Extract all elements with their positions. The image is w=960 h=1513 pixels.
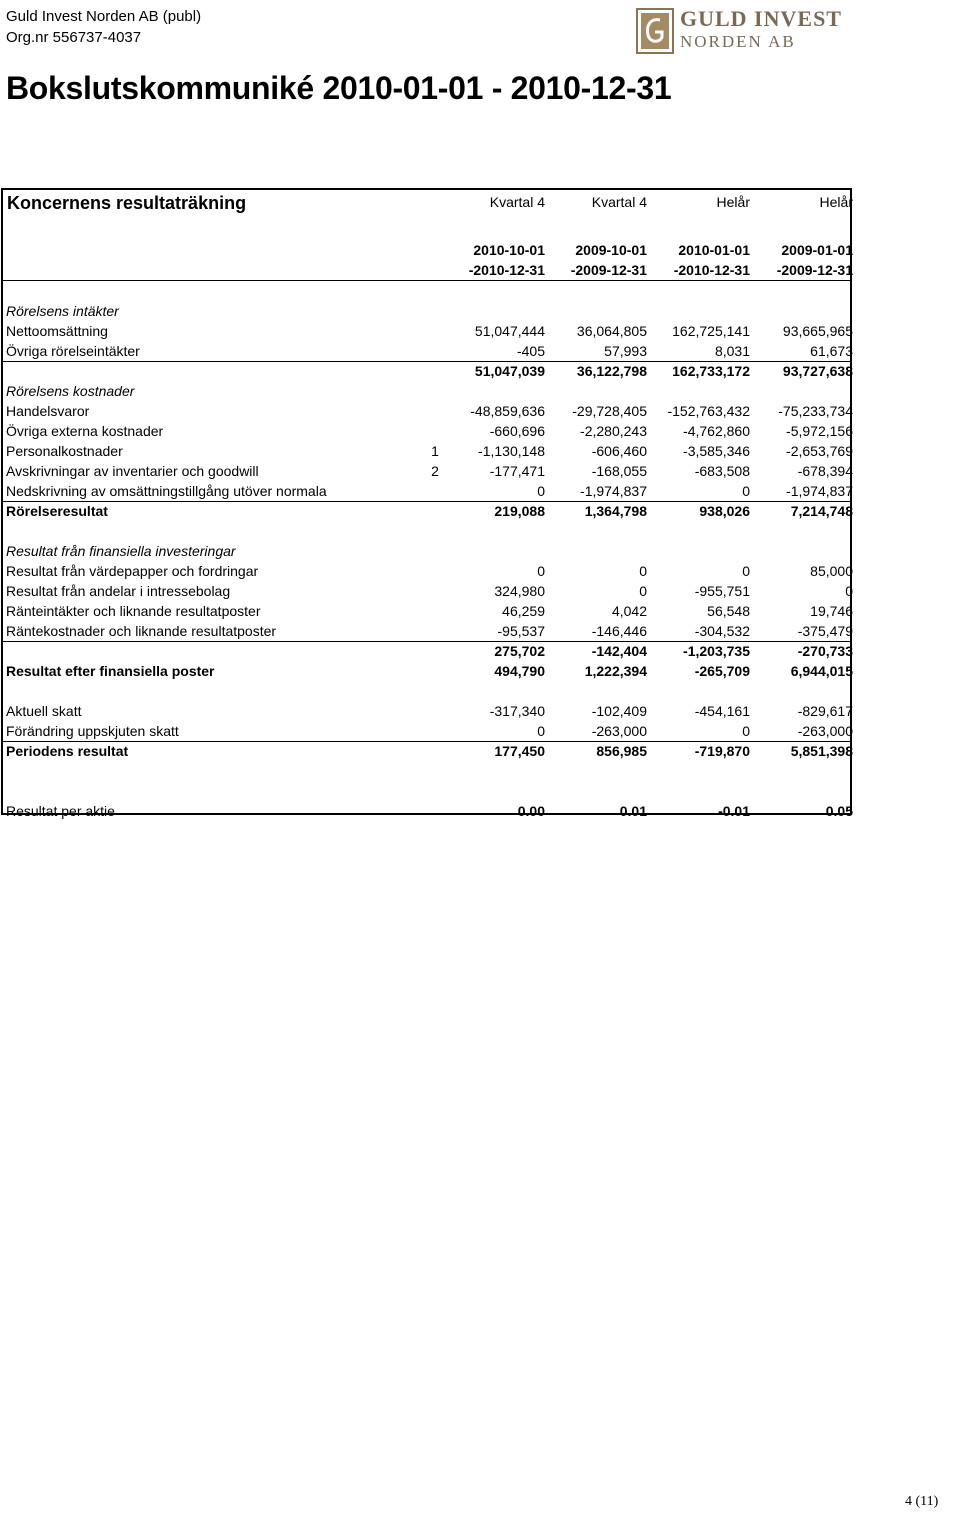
row-value: -678,394 — [797, 463, 853, 479]
col-to-q4-2010: -2010-12-31 — [468, 262, 545, 278]
table-row — [3, 481, 853, 501]
table-row — [3, 321, 853, 341]
row-value: 162,733,172 — [672, 363, 750, 379]
table-row — [3, 781, 850, 801]
row-value: -1,203,735 — [683, 643, 750, 659]
row-value: 56,548 — [707, 603, 750, 619]
row-value: 0.05 — [825, 803, 853, 819]
row-value: 61,673 — [810, 343, 853, 359]
row-label: Övriga rörelseintäkter — [6, 343, 140, 359]
row-value: -606,460 — [591, 443, 647, 459]
row-value: 0 — [845, 583, 853, 599]
row-value: -2,280,243 — [580, 423, 647, 439]
row-value: -955,751 — [694, 583, 750, 599]
row-value: 0 — [639, 583, 647, 599]
company-info — [6, 6, 201, 48]
row-value: -304,532 — [694, 623, 750, 639]
row-value: 6,944,015 — [790, 663, 853, 679]
row-value: 324,980 — [494, 583, 545, 599]
table-row — [3, 741, 853, 761]
row-value: -1,974,837 — [580, 483, 647, 499]
row-value: 85,000 — [810, 563, 853, 579]
table-row — [3, 701, 853, 721]
row-value: 0.00 — [517, 803, 545, 819]
row-value: -317,340 — [489, 703, 545, 719]
row-label: Rörelsens kostnader — [6, 383, 135, 399]
row-value: 93,727,638 — [782, 363, 853, 379]
row-value: -270,733 — [797, 643, 853, 659]
row-value: -48,859,636 — [470, 403, 545, 419]
row-note: 1 — [431, 443, 439, 459]
table-row — [3, 501, 853, 521]
table-row — [3, 541, 850, 561]
row-value: 0 — [537, 723, 545, 739]
row-value: -660,696 — [489, 423, 545, 439]
col-period-q4-2009: Kvartal 4 — [591, 194, 647, 210]
row-value: -0.01 — [718, 803, 750, 819]
row-value: 856,985 — [596, 743, 647, 759]
row-label: Personalkostnader — [6, 443, 123, 459]
table-row — [3, 721, 853, 741]
row-value: -146,446 — [591, 623, 647, 639]
company-name: Guld Invest Norden AB (publ) — [6, 8, 202, 25]
row-value: -95,537 — [497, 623, 545, 639]
row-value: -375,479 — [797, 623, 853, 639]
col-to-fy-2009: -2009-12-31 — [776, 262, 853, 278]
row-value: -29,728,405 — [572, 403, 647, 419]
row-value: 46,259 — [502, 603, 545, 619]
col-to-fy-2010: -2010-12-31 — [673, 262, 750, 278]
table-row — [3, 581, 853, 601]
row-note: 2 — [431, 463, 439, 479]
col-from-fy-2009: 2009-01-01 — [781, 242, 853, 258]
table-row — [3, 681, 850, 701]
row-value: 0 — [742, 723, 750, 739]
page-number: 4 (11) — [905, 1494, 939, 1509]
logo-line2: NORDEN AB — [680, 32, 796, 51]
row-value: 0 — [742, 563, 750, 579]
table-row — [3, 421, 853, 441]
row-value: 4,042 — [611, 603, 647, 619]
header-divider — [3, 280, 850, 281]
row-value: 177,450 — [494, 743, 545, 759]
row-value: -4,762,860 — [683, 423, 750, 439]
col-period-q4-2010: Kvartal 4 — [489, 194, 545, 210]
col-from-fy-2010: 2010-01-01 — [678, 242, 750, 258]
row-label: Ränteintäkter och liknande resultatposter — [6, 603, 261, 619]
table-row — [3, 801, 853, 821]
row-value: 8,031 — [714, 343, 750, 359]
col-from-q4-2010: 2010-10-01 — [473, 242, 545, 258]
row-value: 57,993 — [604, 343, 647, 359]
row-label: Resultat från värdepapper och fordringar — [6, 563, 259, 579]
row-value: 219,088 — [494, 503, 545, 519]
table-row — [3, 361, 853, 381]
table-row — [3, 761, 850, 781]
row-value: -102,409 — [591, 703, 647, 719]
table-row — [3, 661, 853, 681]
row-label: Aktuell skatt — [6, 703, 82, 719]
row-value: 0 — [639, 563, 647, 579]
row-value: 275,702 — [494, 643, 545, 659]
row-value: 36,122,798 — [576, 363, 647, 379]
table-row — [3, 561, 853, 581]
table-row — [3, 461, 853, 481]
row-value: -5,972,156 — [786, 423, 853, 439]
statement-title: Koncernens resultaträkning — [7, 193, 247, 213]
row-value: -75,233,734 — [778, 403, 853, 419]
table-row — [3, 621, 853, 641]
income-statement — [1, 188, 853, 819]
row-value: 1,364,798 — [584, 503, 647, 519]
row-label: Förändring uppskjuten skatt — [6, 723, 179, 739]
row-label: Periodens resultat — [6, 743, 129, 759]
row-label: Rörelseresultat — [6, 503, 108, 519]
row-label: Resultat från andelar i intressebolag — [6, 583, 231, 599]
row-value: -263,000 — [591, 723, 647, 739]
row-value: -3,585,346 — [683, 443, 750, 459]
row-label: Rörelsens intäkter — [6, 303, 119, 319]
row-value: 7,214,748 — [790, 503, 853, 519]
row-value: 938,026 — [699, 503, 750, 519]
row-value: -1,974,837 — [786, 483, 853, 499]
row-value: -265,709 — [694, 663, 750, 679]
table-row — [3, 521, 850, 541]
row-value: 162,725,141 — [672, 323, 750, 339]
row-value: -719,870 — [694, 743, 750, 759]
table-row — [3, 641, 853, 661]
row-label: Avskrivningar av inventarier och goodwill — [6, 463, 259, 479]
row-value: 19,746 — [810, 603, 853, 619]
company-logo — [636, 6, 854, 56]
document-title: Bokslutskommuniké 2010-01-01 - 2010-12-31 — [6, 70, 672, 106]
row-value: 0 — [742, 483, 750, 499]
row-value: -454,161 — [694, 703, 750, 719]
table-row — [3, 601, 853, 621]
row-value: 0.01 — [619, 803, 647, 819]
row-value: 5,851,398 — [790, 743, 853, 759]
row-value: 51,047,444 — [474, 323, 545, 339]
row-value: 1,222,394 — [584, 663, 647, 679]
row-label: Nettoomsättning — [6, 323, 108, 339]
row-value: -1,130,148 — [478, 443, 545, 459]
row-value: 93,665,965 — [782, 323, 853, 339]
row-label: Handelsvaror — [6, 403, 90, 419]
row-label: Övriga externa kostnader — [6, 423, 164, 439]
row-value: 36,064,805 — [576, 323, 647, 339]
table-row — [3, 441, 853, 461]
logo-mark-icon — [636, 8, 674, 54]
col-period-fy-2009: Helår — [819, 194, 853, 210]
table-row — [3, 301, 850, 321]
row-label: Resultat efter finansiella poster — [6, 663, 215, 679]
row-value: 0 — [537, 483, 545, 499]
row-value: -142,404 — [591, 643, 647, 659]
row-value: -829,617 — [797, 703, 853, 719]
row-value: -152,763,432 — [667, 403, 750, 419]
col-from-q4-2009: 2009-10-01 — [575, 242, 647, 258]
row-value: -683,508 — [694, 463, 750, 479]
col-to-q4-2009: -2009-12-31 — [570, 262, 647, 278]
row-value: -263,000 — [797, 723, 853, 739]
row-label: Resultat från finansiella investeringar — [6, 543, 236, 559]
row-value: -405 — [516, 343, 545, 359]
table-row — [3, 381, 850, 401]
logo-line1: GULD INVEST — [680, 6, 842, 31]
row-value: 494,790 — [494, 663, 545, 679]
table-row — [3, 401, 853, 421]
org-number: Org.nr 556737-4037 — [6, 29, 142, 46]
row-label: Resultat per aktie — [6, 803, 115, 819]
table-row — [3, 341, 853, 361]
row-value: 0 — [537, 563, 545, 579]
row-label: Nedskrivning av omsättningstillgång utöver normala — [6, 483, 327, 499]
col-period-fy-2010: Helår — [716, 194, 750, 210]
row-value: -177,471 — [489, 463, 545, 479]
row-value: -2,653,769 — [786, 443, 853, 459]
row-label: Räntekostnader och liknande resultatposter — [6, 623, 277, 639]
row-value: 51,047,039 — [474, 363, 545, 379]
row-value: -168,055 — [591, 463, 647, 479]
